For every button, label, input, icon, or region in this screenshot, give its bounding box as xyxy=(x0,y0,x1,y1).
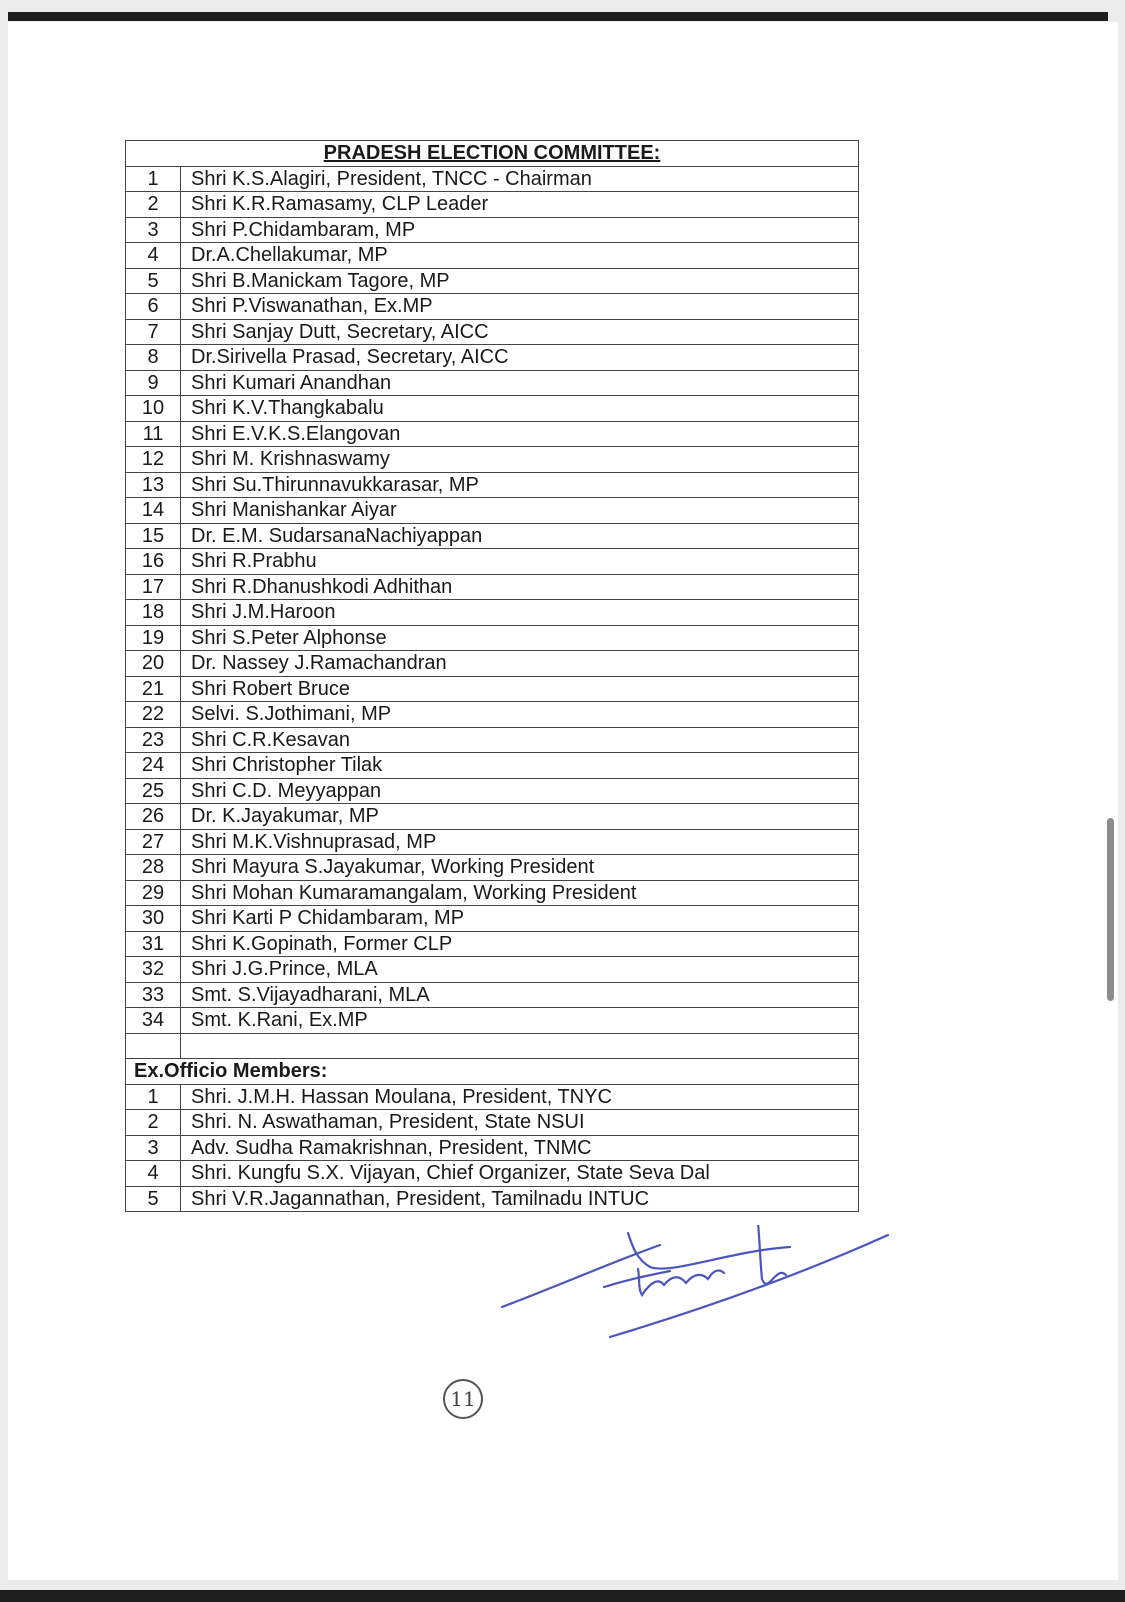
table-row xyxy=(126,1110,859,1136)
page-number: 11 xyxy=(443,1379,483,1419)
table-row xyxy=(126,982,859,1008)
table-row xyxy=(126,294,859,320)
blank-cell xyxy=(181,1033,859,1059)
table-row xyxy=(126,625,859,651)
table-row xyxy=(126,421,859,447)
row-number: 13 xyxy=(126,472,181,498)
member-name: Shri K.S.Alagiri, President, TNCC - Chairman xyxy=(181,166,859,192)
member-name: Shri V.R.Jagannathan, President, Tamilnadu INTUC xyxy=(181,1186,859,1212)
member-name: Shri. N. Aswathaman, President, State NSUI xyxy=(181,1110,859,1136)
row-number: 34 xyxy=(126,1008,181,1034)
table-row xyxy=(126,727,859,753)
table-row xyxy=(126,523,859,549)
row-number: 29 xyxy=(126,880,181,906)
row-number: 6 xyxy=(126,294,181,320)
member-name: Shri Manishankar Aiyar xyxy=(181,498,859,524)
row-number: 1 xyxy=(126,1084,181,1110)
member-name: Shri. J.M.H. Hassan Moulana, President, TNYC xyxy=(181,1084,859,1110)
table-row xyxy=(126,804,859,830)
member-name: Shri C.D. Meyyappan xyxy=(181,778,859,804)
member-name: Smt. S.Vijayadharani, MLA xyxy=(181,982,859,1008)
member-name: Shri Su.Thirunnavukkarasar, MP xyxy=(181,472,859,498)
member-name: Shri Mohan Kumaramangalam, Working President xyxy=(181,880,859,906)
table-row xyxy=(126,268,859,294)
row-number: 31 xyxy=(126,931,181,957)
committee-title: PRADESH ELECTION COMMITTEE: xyxy=(126,141,859,167)
row-number: 4 xyxy=(126,243,181,269)
table-row xyxy=(126,1186,859,1212)
table-row xyxy=(126,1008,859,1034)
row-number: 15 xyxy=(126,523,181,549)
committee-table xyxy=(125,140,859,1212)
table-row xyxy=(126,1161,859,1187)
member-name: Shri P.Viswanathan, Ex.MP xyxy=(181,294,859,320)
row-number: 20 xyxy=(126,651,181,677)
member-name: Dr. K.Jayakumar, MP xyxy=(181,804,859,830)
row-number: 4 xyxy=(126,1161,181,1187)
member-name: Shri M.K.Vishnuprasad, MP xyxy=(181,829,859,855)
member-name: Shri Robert Bruce xyxy=(181,676,859,702)
member-name: Shri J.G.Prince, MLA xyxy=(181,957,859,983)
table-row xyxy=(126,906,859,932)
member-name: Shri K.V.Thangkabalu xyxy=(181,396,859,422)
table-row xyxy=(126,778,859,804)
signature-stroke-scribble xyxy=(604,1269,724,1295)
row-number: 33 xyxy=(126,982,181,1008)
table-row xyxy=(126,472,859,498)
row-number: 28 xyxy=(126,855,181,881)
bottom-dark-edge xyxy=(0,1590,1125,1602)
member-name: Adv. Sudha Ramakrishnan, President, TNMC xyxy=(181,1135,859,1161)
row-number: 17 xyxy=(126,574,181,600)
signature-stroke-loop xyxy=(628,1233,790,1269)
handwritten-signature xyxy=(500,1225,900,1370)
row-number: 3 xyxy=(126,217,181,243)
row-number: 18 xyxy=(126,600,181,626)
member-name: Dr.A.Chellakumar, MP xyxy=(181,243,859,269)
committee-title-row xyxy=(126,141,859,167)
vertical-scrollbar[interactable] xyxy=(1107,818,1114,1001)
table-row xyxy=(126,574,859,600)
table-row xyxy=(126,319,859,345)
member-name: Shri Kumari Anandhan xyxy=(181,370,859,396)
row-number: 27 xyxy=(126,829,181,855)
table-row xyxy=(126,370,859,396)
row-number: 5 xyxy=(126,1186,181,1212)
member-name: Shri E.V.K.S.Elangovan xyxy=(181,421,859,447)
table-row xyxy=(126,1084,859,1110)
member-name: Shri Sanjay Dutt, Secretary, AICC xyxy=(181,319,859,345)
table-row xyxy=(126,829,859,855)
blank-row xyxy=(126,1033,859,1059)
table-row xyxy=(126,931,859,957)
table-row xyxy=(126,753,859,779)
row-number: 9 xyxy=(126,370,181,396)
row-number: 8 xyxy=(126,345,181,371)
member-name: Dr. E.M. SudarsanaNachiyappan xyxy=(181,523,859,549)
table-row xyxy=(126,549,859,575)
member-name: Shri Mayura S.Jayakumar, Working President xyxy=(181,855,859,881)
member-name: Shri C.R.Kesavan xyxy=(181,727,859,753)
row-number: 7 xyxy=(126,319,181,345)
table-row xyxy=(126,1135,859,1161)
member-name: Shri J.M.Haroon xyxy=(181,600,859,626)
table-row xyxy=(126,880,859,906)
table-row xyxy=(126,676,859,702)
ex-officio-heading-row xyxy=(126,1059,859,1085)
row-number: 11 xyxy=(126,421,181,447)
table-row xyxy=(126,855,859,881)
member-name: Shri B.Manickam Tagore, MP xyxy=(181,268,859,294)
member-name: Shri Karti P Chidambaram, MP xyxy=(181,906,859,932)
table-row xyxy=(126,702,859,728)
row-number: 1 xyxy=(126,166,181,192)
row-number: 19 xyxy=(126,625,181,651)
row-number: 10 xyxy=(126,396,181,422)
member-name: Selvi. S.Jothimani, MP xyxy=(181,702,859,728)
row-number: 25 xyxy=(126,778,181,804)
blank-cell xyxy=(126,1033,181,1059)
table-row xyxy=(126,345,859,371)
row-number: 14 xyxy=(126,498,181,524)
table-row xyxy=(126,651,859,677)
member-name: Dr. Nassey J.Ramachandran xyxy=(181,651,859,677)
table-row xyxy=(126,217,859,243)
row-number: 2 xyxy=(126,192,181,218)
row-number: 30 xyxy=(126,906,181,932)
row-number: 12 xyxy=(126,447,181,473)
row-number: 2 xyxy=(126,1110,181,1136)
ex-officio-heading: Ex.Officio Members: xyxy=(126,1059,859,1085)
row-number: 3 xyxy=(126,1135,181,1161)
member-name: Shri K.R.Ramasamy, CLP Leader xyxy=(181,192,859,218)
member-name: Shri R.Dhanushkodi Adhithan xyxy=(181,574,859,600)
member-name: Dr.Sirivella Prasad, Secretary, AICC xyxy=(181,345,859,371)
member-name: Shri R.Prabhu xyxy=(181,549,859,575)
member-name: Shri K.Gopinath, Former CLP xyxy=(181,931,859,957)
table-row xyxy=(126,166,859,192)
top-dark-edge xyxy=(8,12,1108,21)
member-name: Shri S.Peter Alphonse xyxy=(181,625,859,651)
member-name: Shri. Kungfu S.X. Vijayan, Chief Organizer, State Seva Dal xyxy=(181,1161,859,1187)
row-number: 16 xyxy=(126,549,181,575)
row-number: 24 xyxy=(126,753,181,779)
row-number: 23 xyxy=(126,727,181,753)
table-row xyxy=(126,447,859,473)
row-number: 26 xyxy=(126,804,181,830)
member-name: Shri M. Krishnaswamy xyxy=(181,447,859,473)
row-number: 5 xyxy=(126,268,181,294)
table-row xyxy=(126,600,859,626)
row-number: 22 xyxy=(126,702,181,728)
member-name: Shri Christopher Tilak xyxy=(181,753,859,779)
signature-stroke-vertical xyxy=(758,1225,786,1284)
committee-table-body xyxy=(126,141,859,1212)
table-row xyxy=(126,243,859,269)
row-number: 21 xyxy=(126,676,181,702)
member-name: Smt. K.Rani, Ex.MP xyxy=(181,1008,859,1034)
table-row xyxy=(126,192,859,218)
table-row xyxy=(126,498,859,524)
row-number: 32 xyxy=(126,957,181,983)
table-row xyxy=(126,396,859,422)
table-row xyxy=(126,957,859,983)
member-name: Shri P.Chidambaram, MP xyxy=(181,217,859,243)
signature-stroke-underline xyxy=(610,1235,888,1337)
